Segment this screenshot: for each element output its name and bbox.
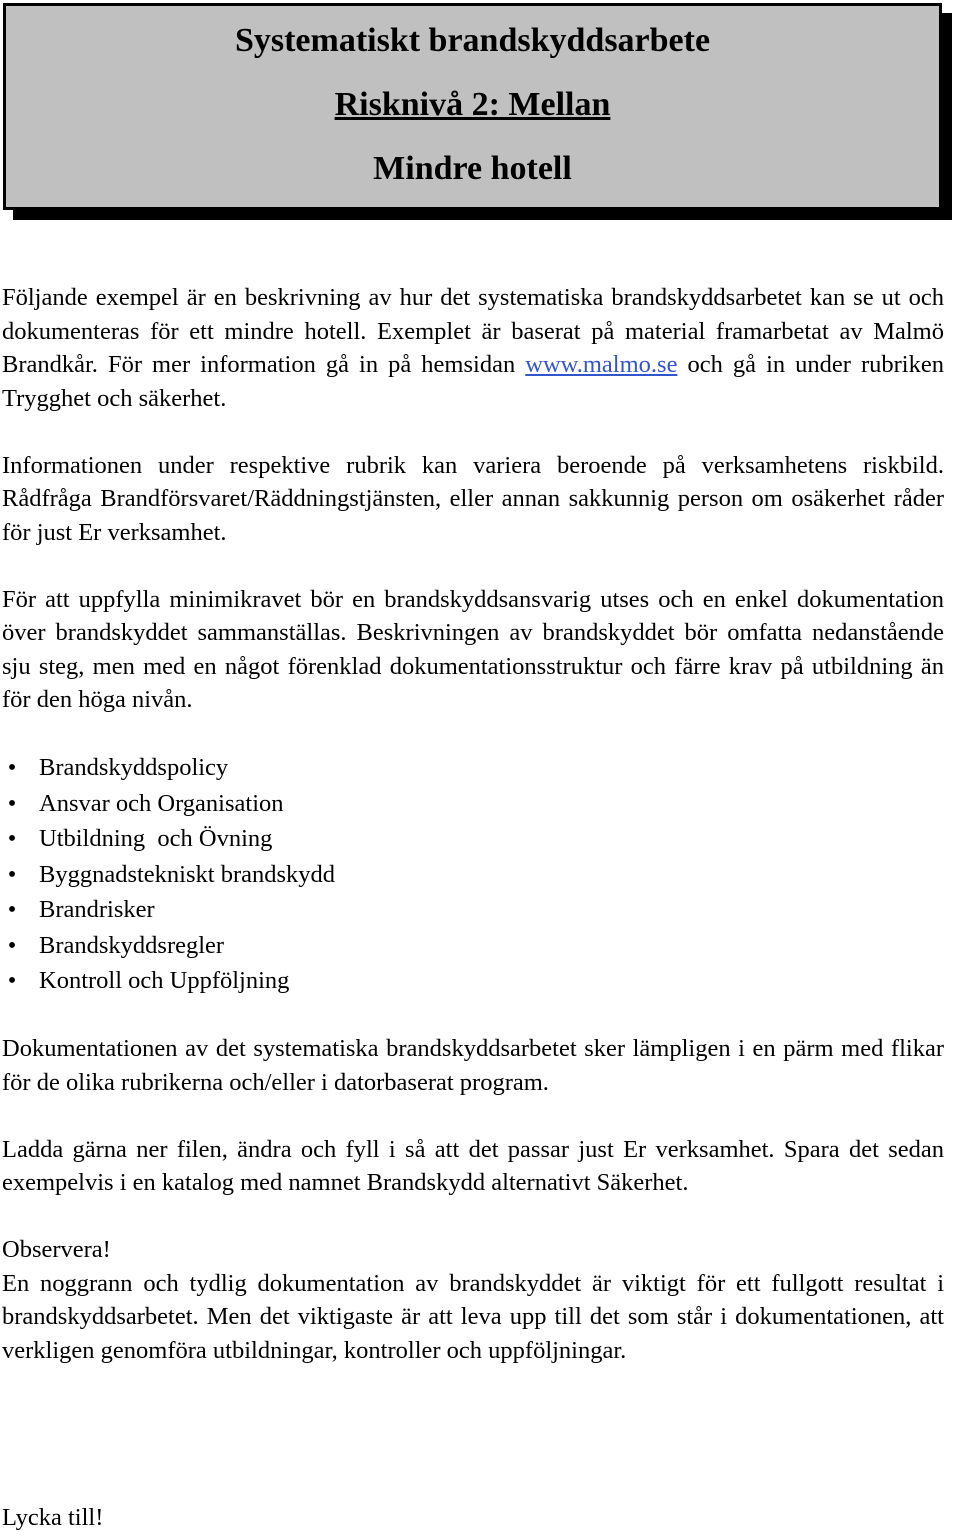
risk-level-heading: Risknivå 2: Mellan (334, 86, 611, 123)
minimum-requirement-paragraph: För att uppfylla minimikravet bör en brandskyddsansvarig utses och en enkel dokumentation över brandskyddet sammanställas. Beskrivningen av brandskyddet bör omfatta nedanstående sju steg, men med en något förenklad dokumentationsstruktur och färre krav på utbildning än för den höga nivån. (2, 585, 944, 713)
list-item (2, 750, 944, 786)
bullet-icon: • (7, 860, 17, 888)
list-item-label: Kontroll och Uppföljning (39, 967, 290, 994)
list-item (2, 786, 944, 822)
bullet-icon: • (7, 967, 17, 994)
note-heading: Observera! (2, 1236, 111, 1263)
closing-text: Lycka till! (2, 1504, 104, 1531)
list-item-label: Brandrisker (39, 896, 155, 923)
list-item-label: Brandskyddspolicy (39, 754, 229, 781)
bullet-icon: • (7, 825, 17, 852)
list-item-label: Brandskyddsregler (39, 931, 225, 959)
note-paragraph: En noggrann och tydlig dokumentation av brandskyddet är viktigt för ett fullgott resultat i brandskyddsarbetet. Men det viktigaste är att leva upp till det som står i dokumentationen, att verkligen genomföra utbildningar, kontroller och uppföljningar. (2, 1269, 944, 1364)
list-item (2, 928, 944, 964)
list-item (2, 892, 944, 928)
malmo-website-link[interactable]: www.malmo.se (525, 351, 678, 378)
business-type-heading: Mindre hotell (373, 150, 572, 187)
list-item (2, 821, 944, 857)
bullet-icon: • (7, 754, 17, 781)
document-title: Systematiskt brandskyddsarbete (234, 22, 711, 59)
info-paragraph: Informationen under respektive rubrik kan variera beroende på verksamhetens riskbild. Rådfråga Brandförsvaret/Räddningstjänsten, eller annan sakkunnig person om osäkerhet råder för just Er verksamhet. (2, 451, 944, 546)
document-body (2, 281, 944, 1401)
list-item-label: Utbildning och Övning (39, 825, 273, 852)
intro-text: Följande exempel är en beskrivning av hur det systematiska brandskyddsarbetet kan se ut och dokumenteras för ett mindre hotell. Exemplet är baserat på material framarbetat av Malmö Brandkår. För mer information gå in på hemsidan (2, 284, 944, 378)
bullet-icon: • (7, 789, 17, 817)
list-item-label: Byggnadstekniskt brandskydd (39, 860, 336, 888)
title-box (3, 3, 942, 210)
steps-list (2, 750, 944, 999)
intro-text-end: och gå in under rubriken Trygghet och säkerhet. (2, 351, 944, 412)
documentation-paragraph: Dokumentationen av det systematiska brandskyddsarbetet sker lämpligen i en pärm med flikar för de olika rubrikerna och/eller i datorbaserat program. (2, 1035, 944, 1096)
intro-paragraph (2, 281, 944, 415)
list-item-label: Ansvar och Organisation (39, 789, 284, 817)
bullet-icon: • (7, 896, 17, 923)
list-item (2, 857, 944, 893)
list-item (2, 963, 944, 999)
download-paragraph: Ladda gärna ner filen, ändra och fyll i så att det passar just Er verksamhet. Spara det sedan exempelvis i en katalog med namnet Brandskydd alternativt Säkerhet. (2, 1135, 944, 1196)
bullet-icon: • (7, 931, 17, 959)
